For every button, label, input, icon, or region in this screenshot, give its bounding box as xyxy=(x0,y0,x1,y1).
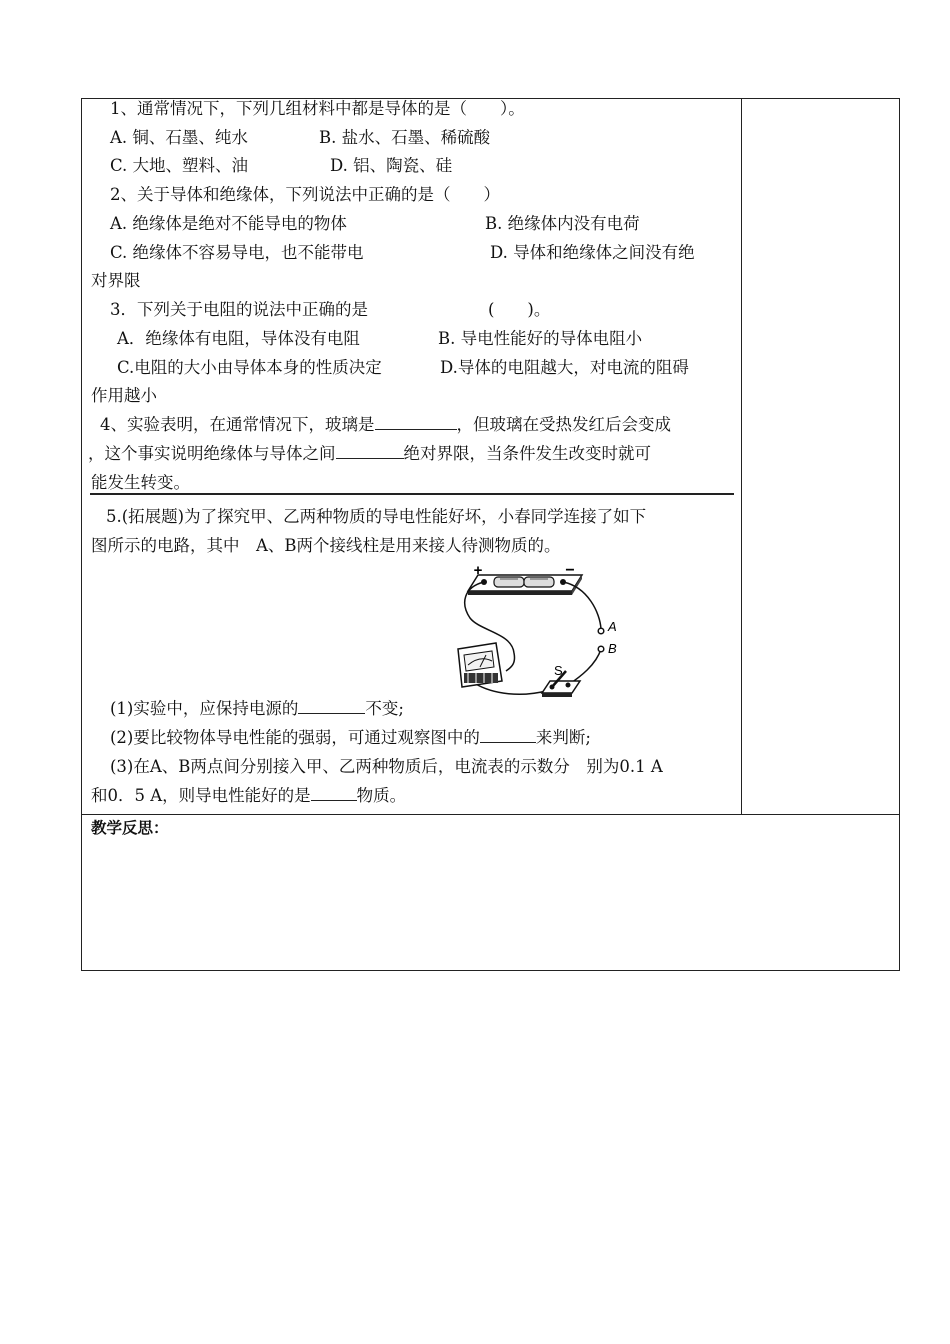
q2-option-d: D. 导体和绝缘体之间没有绝 xyxy=(490,243,695,262)
terminal-a xyxy=(598,628,604,634)
q4-blank-2[interactable] xyxy=(336,444,404,459)
plus-terminal-label: + xyxy=(473,563,483,579)
q3-option-d-continued: 作用越小 xyxy=(91,386,157,405)
q3-option-d: D.导体的电阻越大，对电流的阻碍 xyxy=(440,358,689,377)
q3-stem: 3．下列关于电阻的说法中正确的是 xyxy=(110,300,368,319)
q5-sub-3-text-b: 物质。 xyxy=(356,786,407,805)
q2-option-a: A. 绝缘体是绝对不能导电的物体 xyxy=(110,214,347,233)
circuit-diagram xyxy=(450,563,640,698)
q1-option-b: B. 盐水、石墨、稀硫酸 xyxy=(319,128,491,147)
q4-text-2b: 绝对界限，当条件发生改变时就可 xyxy=(403,444,651,463)
q4-text-1a: 4、实验表明，在通常情况下，玻璃是 xyxy=(100,415,375,434)
q5-sub-1 xyxy=(110,699,404,719)
q1-stem: 1、通常情况下，下列几组材料中都是导体的是（ ）。 xyxy=(110,99,525,118)
q5-sub-2 xyxy=(110,728,591,748)
q4-line-3: 能发生转变。 xyxy=(91,473,190,492)
q5-sub-3-text-a: 和0．5 A，则导电性能好的是 xyxy=(91,786,311,805)
terminal-a-label: A xyxy=(608,619,617,634)
q4-blank-1[interactable] xyxy=(375,415,457,430)
q5-sub-3-line-2 xyxy=(91,786,406,806)
q5-sub-2-text-a: (2)要比较物体导电性能的强弱，可通过观察图中的 xyxy=(110,728,480,747)
ammeter-icon xyxy=(458,643,502,687)
q4-line-1 xyxy=(100,415,671,435)
reflection-title: 教学反思： xyxy=(91,819,169,837)
q3-option-b: B. 导电性能好的导体电阻小 xyxy=(438,329,643,348)
q4-line-2 xyxy=(88,444,651,464)
q2-option-c: C. 绝缘体不容易导电，也不能带电 xyxy=(110,243,364,262)
minus-terminal-label: − xyxy=(565,563,575,579)
q5-sub-3-line-1: (3)在A、B两点间分别接入甲、乙两种物质后，电流表的示数分 别为0.1 A xyxy=(110,757,663,776)
q1-option-d: D. 铝、陶瓷、硅 xyxy=(330,156,453,175)
section-separator xyxy=(90,493,734,495)
q5-line-1: 5.(拓展题)为了探究甲、乙两种物质的导电性能好坏，小春同学连接了如下 xyxy=(106,507,647,526)
q5-sub-2-text-b: 来判断; xyxy=(535,728,591,747)
q5-blank-2[interactable] xyxy=(480,728,536,743)
q3-option-c: C.电阻的大小由导体本身的性质决定 xyxy=(117,358,382,377)
q2-option-d-continued: 对界限 xyxy=(91,271,141,290)
q5-line-2: 图所示的电路，其中 A、B两个接线柱是用来接人待测物质的。 xyxy=(91,536,561,555)
q3-answer-paren: ( )。 xyxy=(488,300,551,319)
q1-option-c: C. 大地、塑料、油 xyxy=(110,156,249,175)
q4-text-1b: ，但玻璃在受热发红后会变成 xyxy=(456,415,671,434)
terminal-b xyxy=(598,646,604,652)
terminal-b-label: B xyxy=(608,641,617,656)
q2-stem: 2、关于导体和绝缘体，下列说法中正确的是（ ） xyxy=(110,185,500,204)
q5-sub-1-text-b: 不变; xyxy=(365,699,404,718)
row-divider xyxy=(81,814,900,815)
switch-label: S xyxy=(554,663,563,678)
q3-option-a: A．绝缘体有电阻，导体没有电阻 xyxy=(117,329,360,348)
q5-blank-3[interactable] xyxy=(311,786,357,801)
q5-sub-1-text-a: (1)实验中，应保持电源的 xyxy=(110,699,299,718)
q4-text-2a: ，这个事实说明绝缘体与导体之间 xyxy=(88,444,336,463)
column-divider xyxy=(741,98,742,814)
q1-option-a: A. 铜、石墨、纯水 xyxy=(110,128,248,147)
q2-option-b: B. 绝缘体内没有电荷 xyxy=(485,214,640,233)
q5-blank-1[interactable] xyxy=(298,699,365,714)
